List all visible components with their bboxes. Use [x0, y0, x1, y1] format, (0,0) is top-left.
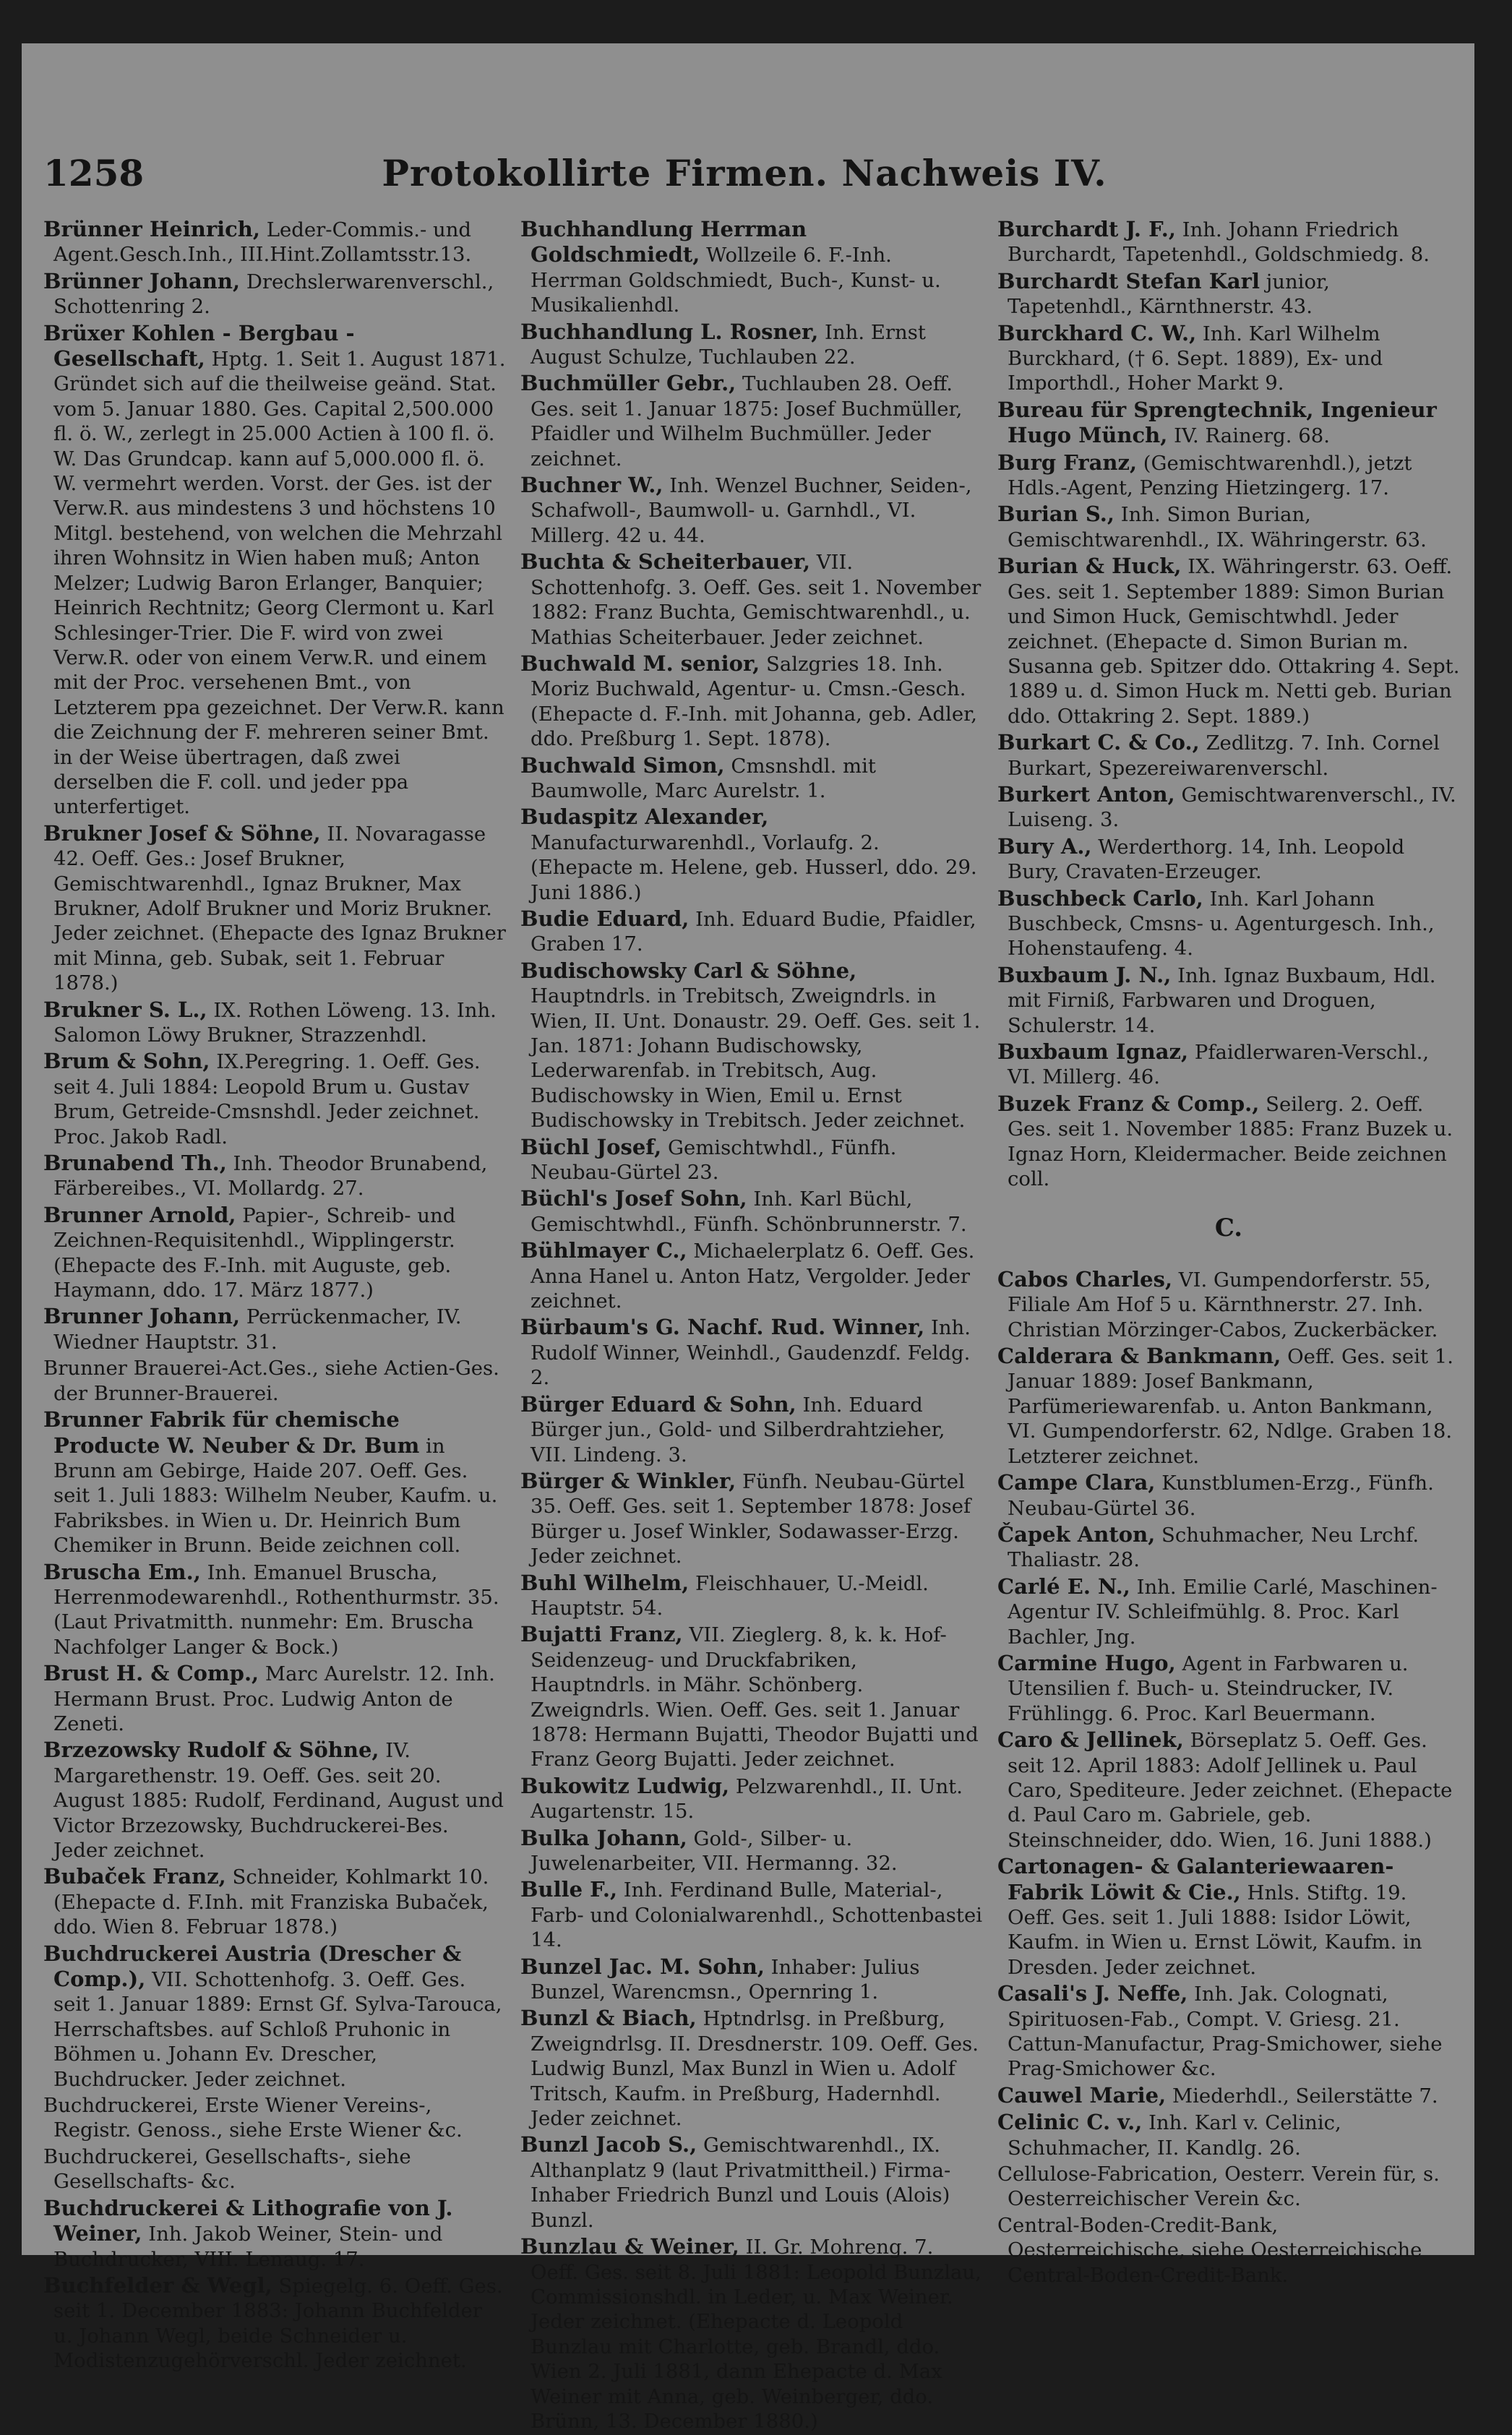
directory-entry	[520, 2234, 983, 2434]
firm-name: Buxbaum J. N.,	[997, 962, 1172, 987]
firm-details: VI. Gumpendorferstr. 55, Filiale Am Hof 5 u. Kärnthnerstr. 27. Inh. Christian Mörzinger-Cabos, Zuckerbäcker.	[1008, 1268, 1438, 1341]
firm-name: Bunzl Jacob S.,	[520, 2132, 697, 2157]
firm-details: Inh. Karl v. Celinic, Schuhmacher, II. Kandlg. 26.	[1008, 2111, 1341, 2160]
firm-name: Celinic C. v.,	[997, 2110, 1143, 2135]
firm-name: Brunner Arnold,	[43, 1202, 236, 1227]
directory-entry	[43, 1864, 506, 1939]
firm-details: Zedlitzg. 7. Inh. Cornel Burkart, Spezereiwarenverschl.	[1008, 731, 1440, 780]
firm-details: Fünfh. Neubau-Gürtel 35. Oeff. Ges. seit 1. September 1878: Josef Bürger u. Josef Winkler, Sodawasser-Erzg. Jeder zeichnet.	[531, 1469, 971, 1568]
firm-details: Hptndrlsg. in Preßburg, Zweigndrlsg. II. Dresdnerstr. 109. Oeff. Ges. Ludwig Bunzl, Max Bunzl in Wien u. Adolf Tritsch, Kaufm. in Preßburg, Hadernhdl. Jeder zeichnet.	[531, 2007, 979, 2131]
directory-entry	[997, 1981, 1460, 2082]
directory-entry	[43, 2144, 506, 2194]
firm-name: Bunzl & Biach,	[520, 2006, 697, 2031]
firm-name: Bürger & Winkler,	[520, 1468, 736, 1493]
firm-details: Inh. Wenzel Buchner, Seiden-, Schafwoll-, Baumwoll- u. Garnhdl., VI. Millerg. 42 u. 44.	[531, 474, 972, 547]
firm-details: Papier-, Schreib- und Zeichnen-Requisitenhdl., Wipplingerstr. (Ehepacte des F.-Inh. mit Auguste, geb. Haymann, ddo. 17. März 1877.)	[53, 1203, 456, 1302]
firm-details: Buchdruckerei, Gesellschafts-, siehe Gesellschafts- &c.	[43, 2144, 411, 2194]
firm-details: Inh. Karl Johann Buschbeck, Cmsns- u. Agenturgesch. Inh., Hohenstaufeng. 4.	[1008, 887, 1435, 961]
firm-details: Inh. Simon Burian, Gemischtwarenhdl., IX. Währingerstr. 63.	[1008, 503, 1427, 551]
firm-details: Inh. Rudolf Winner, Weinhdl., Gaudenzdf. Feldg. 2.	[531, 1316, 971, 1390]
directory-entry	[43, 997, 506, 1048]
firm-details: Inh. Ignaz Buxbaum, Hdl. mit Firniß, Farbwaren und Droguen, Schulerstr. 14.	[1008, 963, 1436, 1037]
firm-details: Perrückenmacher, IV. Wiedner Hauptstr. 31.	[53, 1305, 462, 1354]
firm-details: Michaelerplatz 6. Oeff. Ges. Anna Hanel u. Anton Hatz, Vergolder. Jeder zeichnet.	[531, 1240, 975, 1313]
firm-name: Bubaček Franz,	[43, 1864, 226, 1889]
firm-details: Leder-Commis.- und Agent.Gesch.Inh., III.Hint.Zollamtsstr.13.	[53, 218, 472, 267]
firm-name: Casali's J. Neffe,	[997, 1981, 1188, 2006]
firm-details: IX.Peregring. 1. Oeff. Ges. seit 4. Juli 1884: Leopold Brum u. Gustav Brum, Getreide-Cmsnshdl. Jeder zeichnet. Proc. Jakob Radl.	[53, 1050, 481, 1148]
directory-entry	[520, 1315, 983, 1390]
directory-entry	[43, 1560, 506, 1660]
firm-name: Brünner Heinrich,	[43, 217, 260, 241]
firm-details: in Brunn am Gebirge, Haide 207. Oeff. Ges. seit 1. Juli 1883: Wilhelm Neuber, Kaufm. u. Fabriksbes. in Wien u. Dr. Heinrich Bum Chemiker in Brunn. Beide zeichnen coll.	[53, 1434, 498, 1558]
directory-entry	[997, 2110, 1460, 2160]
firm-details: Central-Boden-Credit-Bank, Oesterreichische, siehe Oesterreichische Central-Boden-Credit-Bank.	[997, 2213, 1422, 2287]
firm-details: Inh. Ferdinand Bulle, Material-, Farb- und Colonialwarenhdl., Schottenbastei 14.	[531, 1878, 983, 1952]
firm-name: Bruscha Em.,	[43, 1559, 201, 1584]
directory-entry	[520, 549, 983, 650]
firm-name: Buchhandlung L. Rosner,	[520, 319, 819, 344]
directory-entry	[997, 398, 1460, 449]
directory-entry	[997, 1854, 1460, 1980]
firm-name: Bürger Eduard & Sohn,	[520, 1391, 796, 1417]
firm-name: Buchmüller Gebr.,	[520, 371, 736, 396]
firm-details: Hauptndrls. in Trebitsch, Zweigndrls. in Wien, II. Unt. Donaustr. 29. Oeff. Ges. seit 1. Jan. 1871: Johann Budischowsky, Lederwarenfab. in Trebitsch, Aug. Budischowsky in Wien, Emil u. Ernst Budischowsky in Trebitsch. Jeder zeichnet.	[531, 984, 981, 1133]
firm-details: Seilerg. 2. Oeff. Ges. seit 1. November 1885: Franz Buzek u. Ignaz Horn, Kleidermacher. Beide zeichnen coll.	[1008, 1092, 1453, 1191]
directory-entry	[520, 473, 983, 548]
firm-name: Buchwald M. senior,	[520, 650, 760, 676]
firm-name: Buchner W.,	[520, 473, 663, 498]
firm-details: Börseplatz 5. Oeff. Ges. seit 12. April 1883: Adolf Jellinek u. Paul Caro, Spediteure. Jeder zeichnet. (Ehepacte d. Paul Caro m. Gabriele, geb. Steinschneider, ddo. Wien, 16. Juni 1888.)	[1008, 1729, 1453, 1852]
firm-details: Pelzwarenhdl., II. Unt. Augartenstr. 15.	[531, 1774, 963, 1824]
firm-details: II. Gr. Mohreng. 7. Oeff. Ges. seit 8. Juli 1881: Leopold Bunzlau, Commissionshdl. in Leder, u. Max Weiner. Jeder zeichnet. (Ehepacte d. Leopold Bunzlau mit Charlotte, geb. Brandl, ddo. Wien 2. Juli 1881, dann Ehepacte d. Max Weiner mit Anna, geb. Weinberger, ddo. Brünn, 13. December 1880.)	[531, 2236, 981, 2433]
firm-name: Brum & Sohn,	[43, 1049, 210, 1074]
directory-entry	[997, 502, 1460, 552]
firm-name: Burian S.,	[997, 502, 1114, 527]
directory-entry	[520, 1622, 983, 1772]
firm-details: Schuhmacher, Neu Lrchf. Thaliastr. 28.	[1008, 1523, 1419, 1572]
firm-name: Brzezowsky Rudolf & Söhne,	[43, 1738, 379, 1763]
directory-entry	[997, 1267, 1460, 1342]
firm-name: Buchwald Simon,	[520, 752, 725, 778]
directory-entry	[997, 963, 1460, 1038]
firm-details: IX. Rothen Löweng. 13. Inh. Salomon Löwy Brukner, Strazzenhdl.	[53, 998, 497, 1047]
firm-details: Inh. Johann Friedrich Burchardt, Tapetenhdl., Goldschmiedg. 8.	[1008, 218, 1430, 267]
firm-name: Burkert Anton,	[997, 781, 1175, 807]
directory-entry	[997, 217, 1460, 267]
directory-entry	[520, 1877, 983, 1952]
directory-entry	[43, 1304, 506, 1354]
directory-entry	[997, 1470, 1460, 1521]
firm-details: Inh. Ernst August Schulze, Tuchlauben 22.	[531, 320, 926, 369]
firm-name: Buchfelder & Wegl,	[43, 2272, 272, 2298]
firm-details: Cmsnshdl. mit Baumwolle, Marc Aurelstr. 1.	[531, 754, 876, 802]
firm-name: Brünner Johann,	[43, 268, 241, 293]
directory-entry	[997, 1522, 1460, 1573]
firm-name: Carmine Hugo,	[997, 1650, 1176, 1675]
firm-details: Inh. Eduard Budie, Pfaidler, Graben 17.	[531, 907, 976, 956]
firm-name: Brüxer Kohlen - Bergbau - Gesellschaft,	[43, 320, 355, 372]
firm-details: Fleischhauer, U.-Meidl. Hauptstr. 54.	[531, 1571, 929, 1620]
firm-name: Carlé E. N.,	[997, 1573, 1130, 1599]
directory-entry	[43, 1203, 506, 1303]
firm-details: Gemischtwarenverschl., IV. Luiseng. 3.	[1008, 783, 1456, 832]
directory-entry	[997, 1574, 1460, 1649]
firm-details: VII. Zieglerg. 8, k. k. Hof-Seidenzeug- und Druckfabriken, Hauptndrls. in Mähr. Schönberg. Zweigndrls. Wien. Oeff. Ges. seit 1. Januar 1878: Hermann Bujatti, Theodor Bujatti und Franz Georg Bujatti. Jeder zeichnet.	[531, 1623, 979, 1772]
firm-details: Gold-, Silber- u. Juwelenarbeiter, VII. Hermanng. 32.	[531, 1826, 898, 1875]
firm-name: Buzek Franz & Comp.,	[997, 1091, 1260, 1116]
firm-name: Buchdruckerei Austria (Drescher & Comp.),	[43, 1941, 462, 1992]
directory-entry	[43, 217, 506, 267]
section-heading: C.	[1214, 1214, 1243, 1243]
firm-name: Bunzlau & Weiner,	[520, 2234, 739, 2259]
firm-details: IX. Währingerstr. 63. Oeff. Ges. seit 1. September 1889: Simon Burian und Simon Huck, Gemischtwhdl. Jeder zeichnet. (Ehepacte d. Simon Burian m. Susanna geb. Spitzer ddo. Ottakring 4. Sept. 1889 u. d. Simon Huck m. Netti geb. Burian ddo. Ottakring 2. Sept. 1889.)	[1008, 555, 1460, 728]
firm-details: Werderthorg. 14, Inh. Leopold Bury, Cravaten-Erzeuger.	[1008, 835, 1405, 884]
directory-entry	[997, 554, 1460, 729]
firm-name: Buxbaum Ignaz,	[997, 1039, 1189, 1064]
directory-entry	[43, 1356, 506, 1406]
directory-entry	[520, 2006, 983, 2131]
directory-entry	[997, 321, 1460, 396]
firm-details: VII. Schottenhofg. 3. Oeff. Ges. seit 1. November 1882: Franz Buchta, Gemischtwarenhdl., u. Mathias Scheiterbauer. Jeder zeichnet.	[531, 551, 981, 649]
directory-entry	[520, 1954, 983, 2005]
firm-name: Burg Franz,	[997, 450, 1138, 475]
firm-name: Čapek Anton,	[997, 1521, 1156, 1547]
directory-entry	[997, 2083, 1460, 2108]
firm-name: Bujatti Franz,	[520, 1622, 683, 1647]
firm-details: (Gemischtwarenhdl.), jetzt Hdls.-Agent, Penzing Hietzingerg. 17.	[1008, 451, 1412, 500]
firm-name: Brukner S. L.,	[43, 997, 207, 1022]
firm-details: Spiegelg. 6. Oeff. Ges. seit 1. December 1883: Johann Buchfelder u. Johann Wegl, beide Schneider u. Modistenzugehörverschl. Jeder zeichnet.	[53, 2274, 503, 2373]
firm-name: Brunner Johann,	[43, 1304, 241, 1329]
firm-name: Brunabend Th.,	[43, 1151, 227, 1176]
directory-entry	[43, 2273, 506, 2374]
firm-name: Burchardt Stefan Karl	[997, 268, 1260, 293]
directory-entry	[997, 1727, 1460, 1852]
firm-details: Inh. Jakob Weiner, Stein- und Buchdrucker, VIII. Lenaug. 17.	[53, 2223, 443, 2271]
directory-entry	[997, 2213, 1460, 2288]
directory-entry	[997, 1091, 1460, 1192]
firm-details: Inh. Jak. Colognati, Spirituosen-Fab., Compt. V. Griesg. 21. Cattun-Manufactur, Prag-Smichower, siehe Prag-Smichower &c.	[1008, 1983, 1443, 2081]
directory-entry	[43, 2093, 506, 2143]
firm-name: Buschbeck Carlo,	[997, 885, 1203, 911]
firm-name: Buchdruckerei & Lithografie von J. Weiner,	[43, 2195, 453, 2246]
directory-entry	[520, 1135, 983, 1185]
firm-details: Wollzeile 6. F.-Inh. Herrman Goldschmiedt, Buch-, Kunst- u. Musikalienhdl.	[531, 244, 941, 317]
directory-entry	[520, 1571, 983, 1621]
firm-details: IV. Margarethenstr. 19. Oeff. Ges. seit 20. August 1885: Rudolf, Ferdinand, August und Victor Brzezowsky, Buchdruckerei-Bes. Jeder zeichnet.	[53, 1739, 504, 1862]
firm-details: Pfaidlerwaren-Verschl., VI. Millerg. 46.	[1008, 1041, 1430, 1089]
firm-details: Cellulose-Fabrication, Oesterr. Verein für, s. Oesterreichischer Verein &c.	[997, 2163, 1440, 2211]
firm-details: Hptg. 1. Seit 1. August 1871. Gründet sich auf die theilweise geänd. Stat. vom 5. Januar 1880. Ges. Capital 2,500.000 fl. ö. W., zerlegt in 25.000 Actien à 100 fl. ö. W. Das Grundcap. kann auf 5,000.000 fl. ö. W. vermehrt werden. Vorst. der Ges. ist der Verw.R. aus mindestens 3 und höchstens 10 Mitgl. bestehend, von welchen die Mehrzahl ihren Wohnsitz in Wien haben muß; Anton Melzer; Ludwig Baron Erlanger, Banquier; Heinrich Rechtnitz; Georg Clermont u. Karl Schlesinger-Trier. Die F. wird von zwei Verw.R. oder von einem Verw.R. und einem mit der Proc. versehenen Bmt., von Letzterem ppa gezeichnet. Der Verw.R. kann die Zeichnung der F. mehreren seiner Bmt. in der Weise übertragen, daß zwei derselben die F. coll. und jeder ppa unterfertiget.	[53, 348, 506, 819]
directory-entry	[520, 753, 983, 804]
directory-entry	[43, 1738, 506, 1863]
firm-name: Bunzel Jac. M. Sohn,	[520, 1954, 765, 1979]
firm-details: Oeff. Ges. seit 1. Januar 1889: Josef Bankmann, Parfümeriewarenfab. u. Anton Bankmann, VI. Gumpendorferstr. 62, Ndlge. Graben 18. Letzterer zeichnet.	[1008, 1345, 1454, 1468]
firm-name: Bulle F.,	[520, 1877, 618, 1902]
firm-details: junior, Tapetenhdl., Kärnthnerstr. 43.	[1008, 270, 1330, 319]
directory-entry	[997, 269, 1460, 319]
firm-details: Schneider, Kohlmarkt 10. (Ehepacte d. F.Inh. mit Franziska Bubaček, ddo. Wien 8. Februar 1878.)	[53, 1865, 489, 1939]
firm-details: Inh. Karl Wilhelm Burckhard, († 6. Sept. 1889), Ex- und Importhdl., Hoher Markt 9.	[1008, 322, 1383, 395]
directory-entry	[997, 1039, 1460, 1090]
firm-name: Buhl Wilhelm,	[520, 1570, 690, 1595]
directory-entry	[520, 1469, 983, 1569]
column-2	[520, 217, 983, 2435]
running-title: Protokollirte Firmen. Nachweis IV.	[382, 152, 1107, 194]
firm-details: Miederhdl., Seilerstätte 7.	[1172, 2084, 1438, 2108]
firm-details: II. Novaragasse 42. Oeff. Ges.: Josef Brukner, Gemischtwarenhdl., Ignaz Brukner, Max Brukner, Adolf Brukner und Moriz Brukner. Jeder zeichnet. (Ehepacte des Ignaz Brukner mit Minna, geb. Subak, seit 1. Februar 1878.)	[53, 822, 506, 995]
directory-entry	[520, 1774, 983, 1824]
firm-details: IV. Rainerg. 68.	[1174, 424, 1330, 448]
directory-page	[22, 43, 1474, 2433]
firm-name: Cauwel Marie,	[997, 2082, 1167, 2108]
firm-details: Kunstblumen-Erzg., Fünfh. Neubau-Gürtel 36.	[1008, 1472, 1434, 1520]
firm-details: Manufacturwarenhdl., Vorlaufg. 2. (Ehepacte m. Helene, geb. Husserl, ddo. 29. Juni 1886.)	[531, 830, 977, 904]
directory-entry	[997, 886, 1460, 961]
firm-name: Büchl's Josef Sohn,	[520, 1186, 747, 1211]
directory-entry	[43, 1151, 506, 1201]
firm-details: Inh. Emanuel Bruscha, Herrenmodewarenhdl., Rothenthurmstr. 35. (Laut Privatmitth. nunmehr: Em. Bruscha Nachfolger Langer & Bock.)	[53, 1560, 499, 1659]
page-header	[43, 152, 1446, 210]
directory-entry	[43, 1661, 506, 1736]
firm-name: Burckhard C. W.,	[997, 320, 1197, 345]
firm-name: Bulka Johann,	[520, 1825, 687, 1850]
directory-entry	[997, 834, 1460, 885]
directory-entry	[43, 321, 506, 820]
directory-entry	[997, 450, 1460, 501]
firm-details: Brunner Brauerei-Act.Ges., siehe Actien-Ges. der Brunner-Brauerei.	[43, 1357, 499, 1405]
directory-entry	[997, 730, 1460, 781]
directory-entry	[520, 1826, 983, 1876]
firm-name: Bukowitz Ludwig,	[520, 1773, 730, 1798]
firm-name: Campe Clara,	[997, 1470, 1156, 1495]
directory-entry	[520, 217, 983, 318]
directory-entry	[520, 1186, 983, 1237]
directory-entry	[520, 319, 983, 370]
firm-name: Budie Eduard,	[520, 906, 690, 931]
firm-details: Gemischtwarenhdl., IX. Althanplatz 9 (laut Privatmittheil.) Firma-Inhaber Friedrich Bunzl und Louis (Alois) Bunzl.	[531, 2134, 951, 2232]
firm-details: Inh. Theodor Brunabend, Färbereibes., VI. Mollardg. 27.	[53, 1152, 488, 1201]
firm-name: Burkart C. & Co.,	[997, 730, 1200, 755]
firm-name: Bureau für Sprengtechnik, Ingenieur Hugo Münch,	[997, 397, 1437, 448]
firm-details: Gemischtwhdl., Fünfh. Neubau-Gürtel 23.	[531, 1135, 897, 1185]
directory-entry	[520, 906, 983, 957]
firm-name: Bury A.,	[997, 833, 1092, 859]
firm-details: Tuchlauben 28. Oeff. Ges. seit 1. Januar 1875: Josef Buchmüller, Pfaidler und Wilhelm Buchmüller. Jeder zeichnet.	[531, 372, 963, 471]
firm-details: VII. Schottenhofg. 3. Oeff. Ges. seit 1. Januar 1889: Ernst Gf. Sylva-Tarouca, Herrschaftsbes. auf Schloß Pruhonic in Böhmen u. Johann Ev. Drescher, Buchdrucker. Jeder zeichnet.	[53, 1968, 502, 2091]
firm-name: Brunner Fabrik für chemische Producte W. Neuber & Dr. Bum	[43, 1407, 420, 1458]
directory-entry	[520, 1238, 983, 1313]
directory-entry	[43, 269, 506, 319]
firm-name: Brust H. & Comp.,	[43, 1661, 259, 1686]
directory-entry	[520, 958, 983, 1133]
directory-entry	[520, 371, 983, 471]
firm-name: Cabos Charles,	[997, 1266, 1173, 1292]
directory-entry	[997, 2162, 1460, 2212]
directory-entry	[997, 782, 1460, 833]
firm-name: Büchl Josef,	[520, 1134, 662, 1159]
firm-name: Bürbaum's G. Nachf. Rud. Winner,	[520, 1315, 925, 1340]
firm-details: Salzgries 18. Inh. Moriz Buchwald, Agentur- u. Cmsn.-Gesch. (Ehepacte d. F.-Inh. mit Johanna, geb. Adler, ddo. Preßburg 1. Sept. 1878).	[531, 652, 977, 751]
firm-name: Burchardt J. F.,	[997, 217, 1176, 241]
column-3	[997, 217, 1460, 2289]
firm-name: Burian & Huck,	[997, 554, 1182, 579]
page-number: 1258	[43, 152, 145, 194]
firm-name: Bühlmayer C.,	[520, 1238, 687, 1263]
directory-entry	[520, 651, 983, 752]
firm-details: Inhaber: Julius Bunzel, Warencmsn., Opernring 1.	[531, 1955, 920, 2004]
directory-entry	[43, 821, 506, 996]
directory-entry	[43, 2196, 506, 2272]
firm-details: Hnls. Stiftg. 19. Oeff. Ges. seit 1. Juli 1888: Isidor Löwit, Kaufm. in Wien u. Ernst Löwit, Kaufm. in Dresden. Jeder zeichnet.	[1008, 1881, 1422, 1979]
firm-name: Budischowsky Carl & Söhne,	[520, 958, 857, 983]
firm-name: Buchhandlung Herrman Goldschmiedt,	[520, 217, 807, 267]
directory-entry	[997, 1344, 1460, 1469]
firm-details: Inh. Karl Büchl, Gemischtwhdl., Fünfh. Schönbrunnerstr. 7.	[531, 1188, 967, 1236]
firm-details: Agent in Farbwaren u. Utensilien f. Buch- u. Steindrucker, IV. Frühlingg. 6. Proc. Karl Beuermann.	[1008, 1652, 1409, 1725]
column-1	[43, 217, 506, 2375]
firm-name: Calderara & Bankmann,	[997, 1344, 1281, 1369]
firm-name: Caro & Jellinek,	[997, 1727, 1184, 1753]
firm-details: Buchdruckerei, Erste Wiener Vereins-, Registr. Genoss., siehe Erste Wiener &c.	[43, 2094, 463, 2142]
firm-details: Inh. Emilie Carlé, Maschinen-Agentur IV. Schleifmühlg. 8. Proc. Karl Bachler, Jng.	[1008, 1575, 1438, 1649]
firm-name: Brukner Josef & Söhne,	[43, 820, 321, 846]
firm-details: Inh. Eduard Bürger jun., Gold- und Silberdrahtzieher, VII. Lindeng. 3.	[531, 1393, 945, 1466]
directory-entry	[520, 2132, 983, 2233]
directory-entry	[520, 804, 983, 905]
firm-name: Buchta & Scheiterbauer,	[520, 549, 811, 575]
directory-entry	[997, 1651, 1460, 1726]
directory-entry	[520, 1392, 983, 1467]
directory-entry	[43, 1941, 506, 2092]
directory-entry	[43, 1049, 506, 1149]
firm-name: Cartonagen- & Galanteriewaaren-Fabrik Löwit & Cie.,	[997, 1854, 1394, 1904]
firm-name: Budaspitz Alexander,	[520, 804, 769, 830]
directory-entry	[43, 1407, 506, 1558]
firm-details: Drechslerwarenverschl., Schottenring 2.	[53, 270, 494, 319]
firm-details: Marc Aurelstr. 12. Inh. Hermann Brust. Proc. Ludwig Anton de Zeneti.	[53, 1662, 495, 1735]
